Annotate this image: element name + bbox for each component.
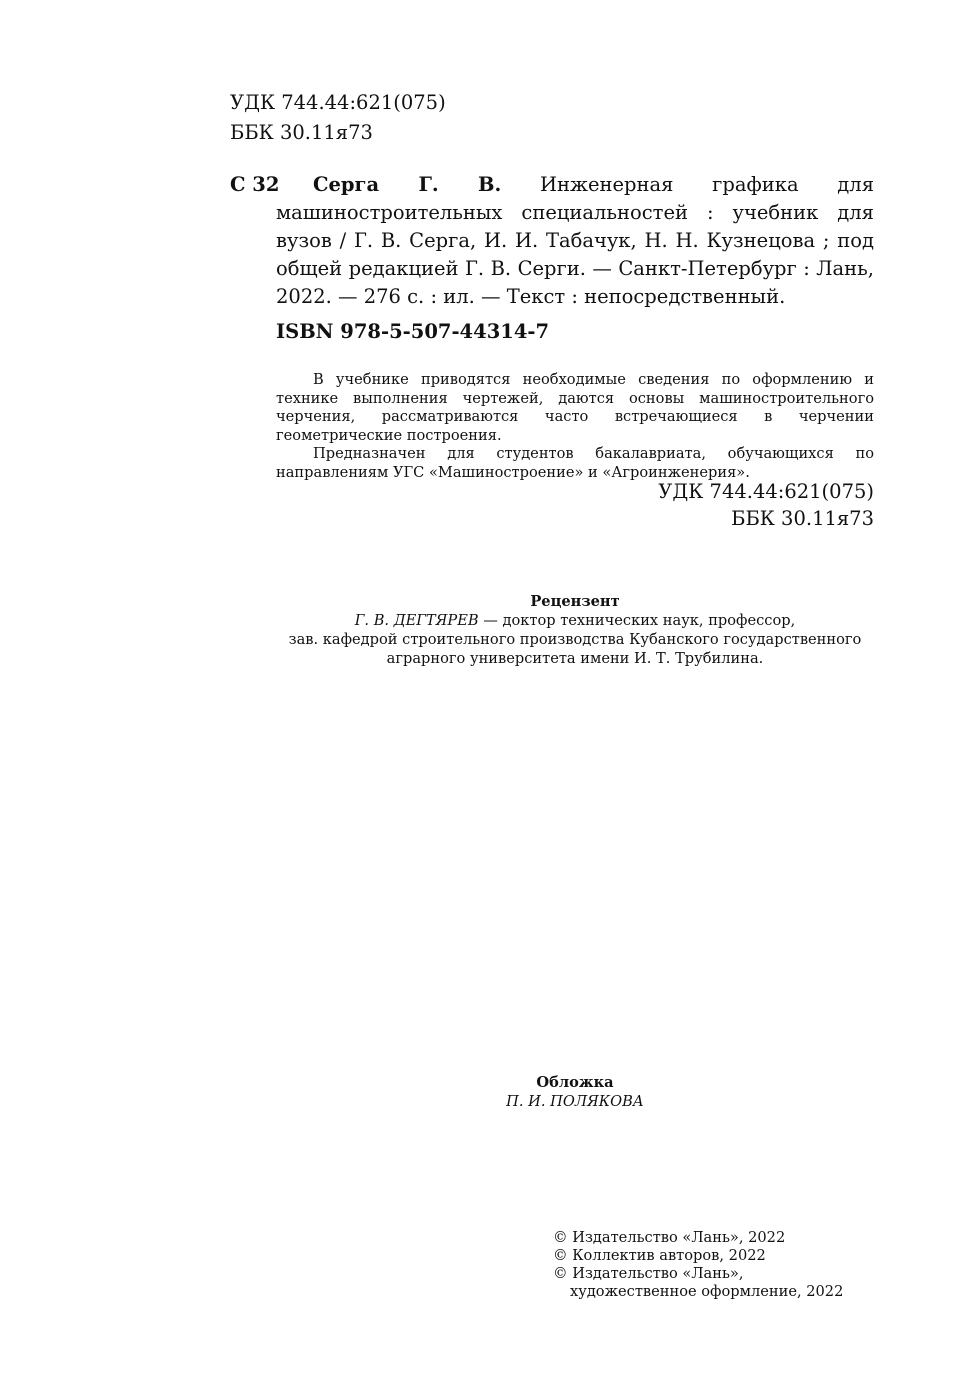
book-description: Инженерная графика для машиностроительных специальностей : учебник для вузов / Г. В. Серга, И. И. Табачук, Н. Н. Кузнецова ; под общей редакцией Г. В. Серги. — Санкт-Петербург : Лань, 2022. — 276 с. : ил. — Текст : непосредственный. — [276, 173, 874, 308]
catalog-code: С 32 — [230, 173, 280, 196]
bbk-code-right: ББК 30.11я73 — [731, 507, 874, 530]
udk-code-right: УДК 744.44:621(075) — [658, 480, 874, 503]
reviewer-line-3: аграрного университета имени И. Т. Трубилина. — [386, 650, 764, 667]
top-classification-codes — [230, 88, 446, 148]
copyright-line-3: © Издательство «Лань», — [553, 1265, 744, 1282]
cover-heading: Обложка — [536, 1074, 614, 1091]
bbk-code-top: ББК 30.11я73 — [230, 121, 373, 144]
reviewer-heading: Рецензент — [530, 593, 620, 610]
bibliographic-entry — [230, 171, 874, 311]
annotation-paragraph-1: В учебнике приводятся необходимые сведения по оформлению и технике выполнения чертежей, даются основы машиностроительного черчения, рассматриваются часто встречающиеся в черчении геометрические построения. — [276, 371, 874, 444]
right-classification-codes — [658, 478, 874, 532]
cover-designer-name: П. И. ПОЛЯКОВА — [506, 1093, 644, 1110]
author-name: Серга Г. В. — [313, 173, 502, 196]
reviewer-line-1 — [276, 611, 874, 630]
udk-code-top: УДК 744.44:621(075) — [230, 91, 446, 114]
reviewer-name: Г. В. ДЕГТЯРЕВ — [354, 612, 479, 629]
reviewer-block — [276, 592, 874, 668]
annotation — [276, 371, 874, 483]
copyright-block — [553, 1229, 843, 1301]
copyright-line-2: © Коллектив авторов, 2022 — [553, 1247, 766, 1264]
copyright-line-4: художественное оформление, 2022 — [570, 1283, 844, 1300]
copyright-line-1: © Издательство «Лань», 2022 — [553, 1229, 786, 1246]
isbn: ISBN 978-5-507-44314-7 — [276, 320, 550, 343]
reviewer-title: — доктор технических наук, профессор, — [478, 612, 796, 629]
cover-block — [276, 1073, 874, 1111]
reviewer-line-2: зав. кафедрой строительного производства Кубанского государственного — [288, 631, 862, 648]
bibliographic-description — [276, 171, 874, 311]
annotation-paragraph-2: Предназначен для студентов бакалавриата, обучающихся по направлениям УГС «Машиностроение» и «Агроинженерия». — [276, 445, 874, 481]
